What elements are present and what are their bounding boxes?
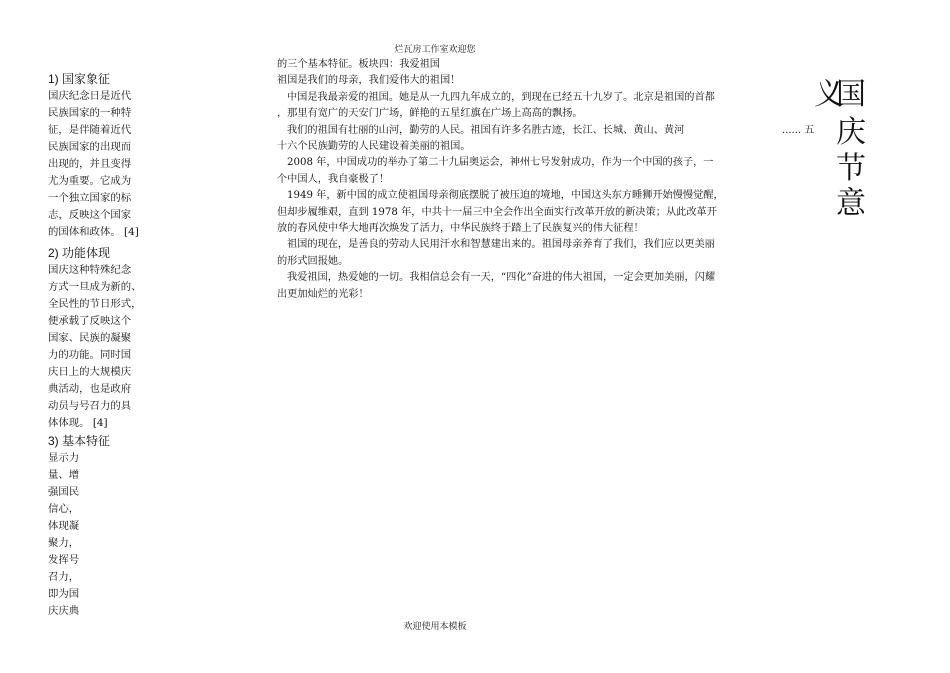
paragraph-line: 出更加灿烂的光彩！	[277, 288, 369, 300]
body-line: 便承载了反映这个	[48, 315, 132, 327]
body-line: 召力，	[48, 571, 80, 583]
body-line: 信心，	[48, 503, 80, 515]
footer-note: 欢迎使用本模板	[403, 622, 467, 632]
body-line: 即为国	[48, 588, 80, 600]
body-line: 全民性的节日形式，	[48, 298, 142, 310]
body-line: 力的功能。同时国	[48, 349, 132, 361]
body-line: 民族国家的一种特	[48, 107, 132, 119]
section-heading: 2) 功能体现	[48, 246, 111, 260]
paragraph-line: 2008 年，中国成功的举办了第二十九届奥运会，神州七号发射成功，作为一个中国的孩子，一	[287, 157, 714, 169]
section-function	[48, 244, 142, 432]
paragraph-line: 但却步履维艰，直到 1978 年，中共十一届三中全会作出全面实行改革开放的新决策；从此改革开	[277, 206, 717, 218]
dots-marker: ...... 五	[782, 125, 815, 136]
title-char-yi: 义	[814, 77, 844, 112]
body-line: 民族国家的出现而	[48, 141, 132, 153]
body-line: 国庆这种特殊纪念	[48, 264, 132, 276]
body-line: 体现凝	[48, 520, 80, 532]
section-body	[48, 450, 110, 620]
body-line: 发挥号	[48, 554, 80, 566]
main-text-column	[277, 57, 777, 303]
body-line: 的国体和政体。 [4]	[48, 226, 139, 238]
body-line: 尤为重要。它成为	[48, 175, 132, 187]
body-line: 聚力，	[48, 537, 80, 549]
section-heading: 3) 基本特征	[48, 434, 111, 448]
title-char-jie: 节	[836, 151, 866, 186]
paragraph-line: 中国是我最亲爱的祖国。她是从一九四九年成立的，到现在已经五十九岁了。北京是祖国的首都	[287, 91, 715, 103]
body-line: 庆庆典	[48, 605, 80, 617]
body-line: 强国民	[48, 486, 80, 498]
paragraph-line: 我爱祖国，热爱她的一切。我相信总会有一天，“四化”奋进的伟大祖国，一定会更加美丽，闪耀	[287, 272, 716, 284]
paragraph-line: 的三个基本特征。板块四：我爱祖国	[277, 59, 440, 70]
title-char-guo: 国	[836, 77, 866, 112]
paragraph-line: 我们的祖国有壮丽的山河，勤劳的人民。祖国有许多名胜古迹，长江、长城、黄山、黄河	[287, 124, 685, 136]
title-char-qing: 庆	[836, 115, 866, 150]
paragraph-line: 祖国的现在，是善良的劳动人民用汗水和智慧建出来的。祖国母亲养育了我们，我们应以更美丽	[287, 239, 715, 251]
body-line: 显示力	[48, 452, 80, 464]
body-line: 志，反映这个国家	[48, 209, 132, 221]
body-line: 量、增	[48, 469, 80, 481]
body-line: 典活动，也是政府	[48, 383, 132, 395]
section-national-symbol	[48, 70, 139, 241]
section-heading: 1) 国家象征	[48, 72, 111, 86]
vertical-title	[812, 74, 872, 224]
body-line: 庆日上的大规模庆	[48, 366, 132, 378]
section-basic-features	[48, 432, 110, 620]
body-line: 一个独立国家的标	[48, 192, 132, 204]
section-body	[48, 262, 142, 432]
paragraph-line: 个中国人，我自豪极了！	[277, 173, 390, 185]
body-line: 国家、民族的凝聚	[48, 332, 132, 344]
body-line: 征，是伴随着近代	[48, 124, 132, 136]
title-char-yi2: 意	[836, 186, 866, 221]
body-line: 方式一旦成为新的、	[48, 281, 142, 293]
body-line: 动员与号召力的具	[48, 400, 132, 412]
body-line: 出现的，并且变得	[48, 158, 132, 170]
paragraph-line: 祖国是我们的母亲，我们爱伟大的祖国！	[277, 75, 461, 87]
body-line: 体体现。 [4]	[48, 417, 108, 429]
section-body	[48, 88, 139, 241]
body-line: 国庆纪念日是近代	[48, 90, 132, 102]
header-note: 烂瓦房工作室欢迎您	[394, 45, 476, 55]
paragraph-line: ，那里有宽广的天安门广场，鲜艳的五星红旗在广场上高高的飘扬。	[277, 108, 583, 120]
paragraph-line: 1949 年，新中国的成立使祖国母亲彻底摆脱了被压迫的境地，中国这头东方睡狮开始慢慢觉醒，	[287, 190, 724, 202]
paragraph-line: 的形式回报她。	[277, 255, 349, 267]
paragraph-line: 放的春风使中华大地再次焕发了活力，中华民族终于踏上了民族复兴的伟大征程！	[277, 223, 644, 235]
paragraph-line: 十六个民族勤劳的人民建设着美丽的祖国。	[277, 141, 471, 153]
